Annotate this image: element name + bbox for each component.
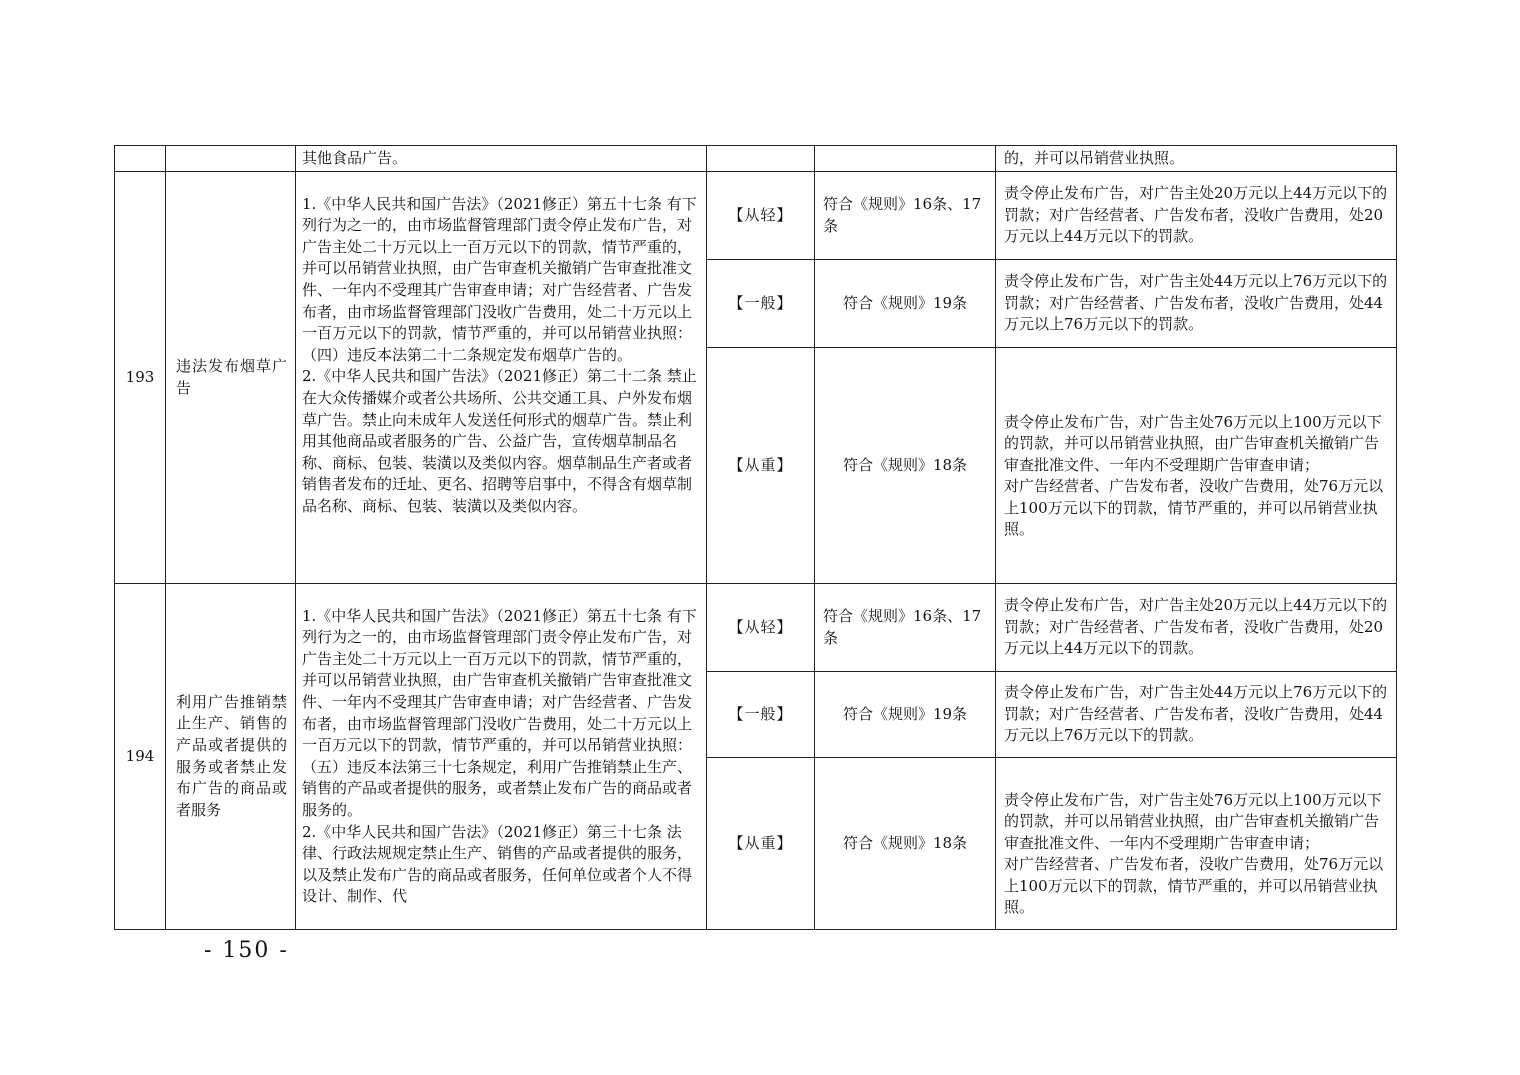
penalty-tail-text: 的，并可以吊销营业执照。 <box>1004 148 1185 167</box>
penalty-standard: 责令停止发布广告，对广告主处44万元以上76万元以下的罚款；对广告经营者、广告发布者，没收广告费用，处44万元以上76万元以下的罚款。 <box>996 672 1397 758</box>
item-number: 193 <box>115 172 166 584</box>
legal-basis: 1.《中华人民共和国广告法》（2021修正）第五十七条 有下列行为之一的，由市场监督管理部门责令停止发布广告，对广告主处二十万元以上一百万元以下的罚款，情节严重的，并可以吊销营业执照，由广告审查机关撤销广告审查批准文件、一年内不受理其广告审查申请；对广告经营者、广告发布者，由市场监督管理部门没收广告费用，处二十万元以上一百万元以下的罚款，情节严重的，并可以吊销营业执照：（五）违反本法第三十七条规定，利用广告推销禁止生产、销售的产品或者提供的服务，或者禁止发布广告的商品或者服务的。 2.《中华人民共和国广告法》（2021修正）第三十七条 法律、行政法规规定禁止生产、销售的产品或者提供的服务，以及禁止发布广告的商品或者服务，任何单位或者个人不得设计、制作、代 <box>296 584 707 930</box>
basis-tail-text: 其他食品广告。 <box>302 148 408 167</box>
applicable-rule: 符合《规则》16条、17条 <box>815 172 996 260</box>
penalty-standard: 责令停止发布广告，对广告主处44万元以上76万元以下的罚款；对广告经营者、广告发布者，没收广告费用，处44万元以上76万元以下的罚款。 <box>996 260 1397 348</box>
basis-tail-cell <box>296 146 707 172</box>
violation-description: 利用广告推销禁止生产、销售的产品或者提供的服务或者禁止发布广告的商品或者服务 <box>166 584 296 930</box>
table-row <box>115 584 1397 672</box>
rule-cell <box>815 146 996 172</box>
penalty-standard: 责令停止发布广告，对广告主处76万元以上100万元以下的罚款，并可以吊销营业执照，由广告审查机关撤销广告审查批准文件、一年内不受理期广告审查申请； 对广告经营者、广告发布者，没收广告费用，处76万元以上100万元以下的罚款，情节严重的，并可以吊销营业执照。 <box>996 758 1397 930</box>
violation-description: 违法发布烟草广告 <box>166 172 296 584</box>
applicable-rule: 符合《规则》18条 <box>815 758 996 930</box>
violation-cell <box>166 146 296 172</box>
discretion-level: 【从轻】 <box>707 172 815 260</box>
discretion-level: 【从重】 <box>707 758 815 930</box>
discretion-level: 【从轻】 <box>707 584 815 672</box>
applicable-rule: 符合《规则》16条、17条 <box>815 584 996 672</box>
penalty-standard: 责令停止发布广告，对广告主处76万元以上100万元以下的罚款，并可以吊销营业执照，由广告审查机关撤销广告审查批准文件、一年内不受理期广告审查申请； 对广告经营者、广告发布者，没收广告费用，处76万元以上100万元以下的罚款，情节严重的，并可以吊销营业执照。 <box>996 348 1397 584</box>
applicable-rule: 符合《规则》18条 <box>815 348 996 584</box>
applicable-rule: 符合《规则》19条 <box>815 672 996 758</box>
penalty-tail-cell <box>996 146 1397 172</box>
legal-basis: 1.《中华人民共和国广告法》（2021修正）第五十七条 有下列行为之一的，由市场监督管理部门责令停止发布广告，对广告主处二十万元以上一百万元以下的罚款，情节严重的，并可以吊销营业执照，由广告审查机关撤销广告审查批准文件、一年内不受理其广告审查申请；对广告经营者、广告发布者，由市场监督管理部门没收广告费用，处二十万元以上一百万元以下的罚款，情节严重的，并可以吊销营业执照：（四）违反本法第二十二条规定发布烟草广告的。 2.《中华人民共和国广告法》（2021修正）第二十二条 禁止在大众传播媒介或者公共场所、公共交通工具、户外发布烟草广告。禁止向未成年人发送任何形式的烟草广告。禁止利用其他商品或者服务的广告、公益广告，宣传烟草制品名称、商标、包装、装潢以及类似内容。烟草制品生产者或者销售者发布的迁址、更名、招聘等启事中，不得含有烟草制品名称、商标、包装、装潢以及类似内容。 <box>296 172 707 584</box>
penalty-discretion-table <box>114 145 1397 930</box>
applicable-rule: 符合《规则》19条 <box>815 260 996 348</box>
discretion-level: 【一般】 <box>707 260 815 348</box>
penalty-standard: 责令停止发布广告，对广告主处20万元以上44万元以下的罚款；对广告经营者、广告发布者，没收广告费用，处20万元以上44万元以下的罚款。 <box>996 172 1397 260</box>
level-cell <box>707 146 815 172</box>
penalty-standard: 责令停止发布广告，对广告主处20万元以上44万元以下的罚款；对广告经营者、广告发布者，没收广告费用，处20万元以上44万元以下的罚款。 <box>996 584 1397 672</box>
table-row <box>115 172 1397 260</box>
continuation-row <box>115 146 1397 172</box>
item-number: 194 <box>115 584 166 930</box>
discretion-level: 【一般】 <box>707 672 815 758</box>
discretion-level: 【从重】 <box>707 348 815 584</box>
number-cell <box>115 146 166 172</box>
page-number: - 150 - <box>204 938 289 963</box>
